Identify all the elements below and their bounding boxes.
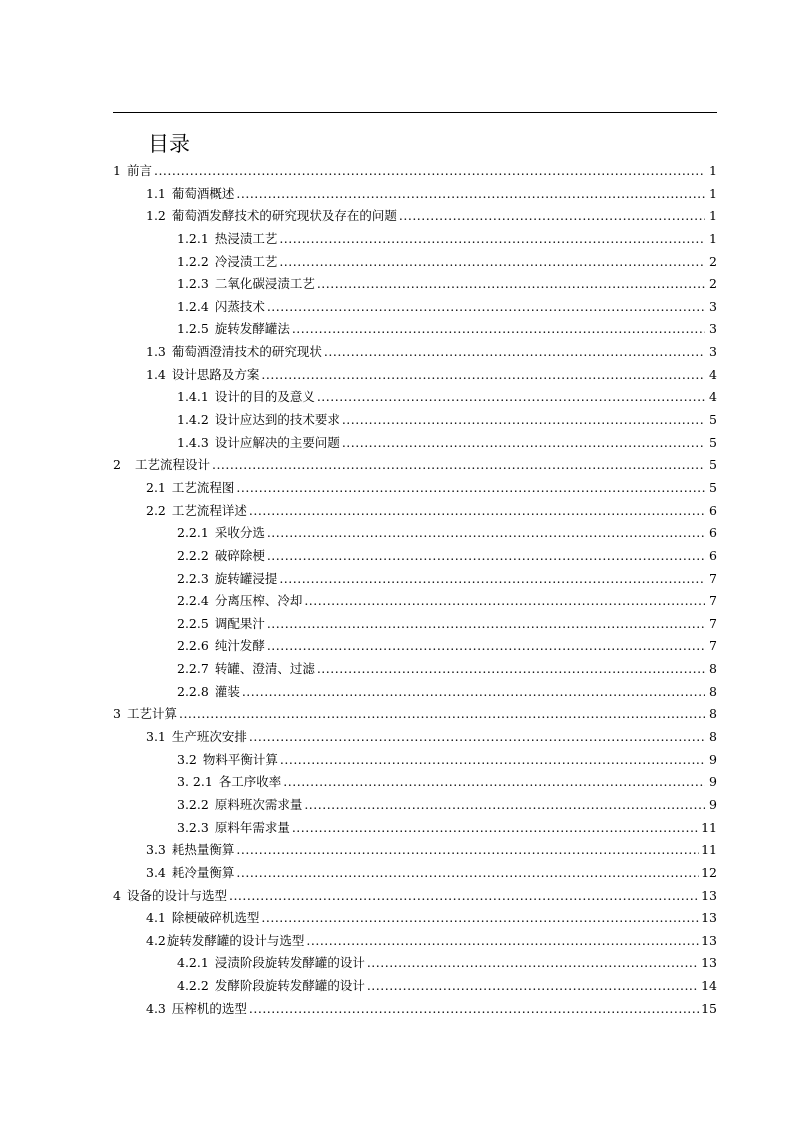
toc-entry[interactable]	[113, 160, 717, 183]
toc-page-number: 8	[709, 683, 717, 699]
toc-leader-dots	[249, 500, 705, 523]
table-of-contents	[113, 160, 717, 1020]
toc-entry[interactable]	[113, 183, 717, 206]
toc-entry-number: 1.2.5	[177, 321, 209, 337]
toc-page-number: 3	[709, 344, 717, 360]
toc-entry[interactable]	[113, 590, 717, 613]
toc-page-number: 13	[701, 932, 717, 948]
toc-leader-dots	[292, 817, 699, 840]
toc-entry-number: 3	[113, 706, 121, 722]
toc-entry-number: 3. 2.1	[177, 774, 213, 790]
toc-entry[interactable]	[113, 703, 717, 726]
toc-page-number: 13	[701, 887, 717, 903]
toc-entry[interactable]	[113, 681, 717, 704]
toc-entry-number: 2.1	[146, 479, 166, 495]
toc-entry[interactable]	[113, 454, 717, 477]
toc-page-number: 11	[701, 819, 717, 835]
toc-entry-number: 3.4	[146, 864, 166, 880]
toc-entry-number: 4	[113, 887, 121, 903]
toc-leader-dots	[267, 635, 705, 658]
toc-entry-number: 2.2.3	[177, 570, 209, 586]
toc-page-number: 7	[709, 593, 717, 609]
toc-entry[interactable]	[113, 839, 717, 862]
toc-entry[interactable]	[113, 862, 717, 885]
toc-leader-dots	[342, 432, 705, 455]
toc-entry[interactable]	[113, 205, 717, 228]
toc-entry-number: 2.2.1	[177, 525, 209, 541]
toc-entry-number: 3.3	[146, 842, 166, 858]
toc-leader-dots	[267, 296, 705, 319]
toc-page-number: 5	[709, 479, 717, 495]
toc-entry-title: 设备的设计与选型	[126, 887, 227, 903]
toc-entry-title: 冷浸渍工艺	[214, 253, 278, 269]
toc-entry-number: 2.2	[146, 502, 166, 518]
toc-entry-title: 葡萄酒概述	[171, 185, 235, 201]
toc-entry-title: 设计的目的及意义	[214, 389, 315, 405]
toc-entry-number: 2.2.8	[177, 683, 209, 699]
toc-entry[interactable]	[113, 771, 717, 794]
toc-entry-title: 各工序收率	[218, 774, 282, 790]
header-rule	[113, 112, 717, 113]
toc-entry-title: 除梗破碎机选型	[171, 910, 260, 926]
toc-entry[interactable]	[113, 228, 717, 251]
toc-leader-dots	[367, 975, 699, 998]
toc-entry-number: 4.2.2	[177, 978, 209, 994]
toc-entry-number: 4.3	[146, 1000, 166, 1016]
toc-entry[interactable]	[113, 975, 717, 998]
toc-leader-dots	[279, 251, 705, 274]
toc-page-number: 1	[709, 230, 717, 246]
toc-leader-dots	[342, 409, 705, 432]
toc-entry-title: 浸渍阶段旋转发酵罐的设计	[214, 955, 365, 971]
toc-entry-number: 1.3	[146, 344, 166, 360]
toc-entry-number: 1.4.1	[177, 389, 209, 405]
toc-leader-dots	[304, 794, 705, 817]
toc-entry-number: 1	[113, 163, 121, 178]
toc-entry-title: 纯汁发酵	[214, 638, 265, 654]
toc-page-number: 9	[709, 751, 717, 767]
toc-entry-title: 葡萄酒澄清技术的研究现状	[171, 344, 322, 360]
toc-entry[interactable]	[113, 817, 717, 840]
toc-page-number: 13	[701, 910, 717, 926]
toc-entry-number: 3.2.3	[177, 819, 209, 835]
toc-entry-title: 二氧化碳浸渍工艺	[214, 276, 315, 292]
toc-entry-title: 破碎除梗	[214, 547, 265, 563]
toc-leader-dots	[367, 952, 699, 975]
toc-entry[interactable]	[113, 907, 717, 930]
toc-page-number: 4	[709, 366, 717, 382]
toc-entry-title: 工艺流程详述	[171, 502, 247, 518]
toc-entry-number: 1.1	[146, 185, 166, 201]
toc-entry-number: 4.2.1	[177, 955, 209, 971]
toc-leader-dots	[304, 590, 705, 613]
toc-page-number: 5	[709, 457, 717, 473]
toc-entry-title: 旋转罐浸提	[214, 570, 278, 586]
toc-entry-number: 3.2	[177, 751, 197, 767]
toc-entry-title: 采收分选	[214, 525, 265, 541]
toc-page-number: 12	[701, 864, 717, 880]
toc-entry[interactable]	[113, 477, 717, 500]
toc-entry-number: 2	[113, 457, 121, 473]
toc-page-number: 8	[709, 661, 717, 677]
toc-entry[interactable]	[113, 885, 717, 908]
toc-entry-number: 4.2	[146, 932, 166, 948]
toc-leader-dots	[261, 907, 699, 930]
toc-leader-dots	[179, 703, 705, 726]
toc-leader-dots	[236, 862, 699, 885]
toc-page-number: 7	[709, 638, 717, 654]
toc-entry-title: 葡萄酒发酵技术的研究现状及存在的问题	[171, 208, 397, 224]
toc-page-number: 2	[709, 276, 717, 292]
toc-entry-number: 1.4.2	[177, 412, 209, 428]
toc-entry-number: 1.2	[146, 208, 166, 224]
toc-entry-title: 原料年需求量	[214, 819, 290, 835]
toc-page-number: 7	[709, 570, 717, 586]
page-title: 目录	[148, 132, 190, 156]
toc-entry-title: 原料班次需求量	[214, 796, 303, 812]
toc-page-number: 1	[709, 185, 717, 201]
toc-entry-title: 旋转发酵罐法	[214, 321, 290, 337]
toc-entry-title: 设计思路及方案	[171, 366, 260, 382]
toc-leader-dots	[236, 477, 705, 500]
toc-entry-title: 闪蒸技术	[214, 298, 265, 314]
toc-entry-number: 1.2.1	[177, 230, 209, 246]
toc-entry-number: 2.2.6	[177, 638, 209, 654]
toc-leader-dots	[267, 522, 705, 545]
toc-entry-number: 1.2.4	[177, 298, 209, 314]
toc-entry[interactable]	[113, 273, 717, 296]
toc-leader-dots	[317, 658, 705, 681]
toc-entry[interactable]	[113, 568, 717, 591]
toc-leader-dots	[317, 386, 705, 409]
toc-leader-dots	[324, 341, 705, 364]
toc-leader-dots	[242, 681, 705, 704]
toc-entry[interactable]	[113, 952, 717, 975]
toc-entry-number: 1.4.3	[177, 434, 209, 450]
toc-entry[interactable]	[113, 749, 717, 772]
toc-page-number: 11	[701, 842, 717, 858]
toc-entry-number: 4.1	[146, 910, 166, 926]
toc-entry-number: 1.2.3	[177, 276, 209, 292]
toc-leader-dots	[154, 160, 705, 183]
toc-leader-dots	[236, 183, 705, 206]
toc-leader-dots	[212, 454, 705, 477]
toc-page-number: 2	[709, 253, 717, 269]
toc-entry-number: 3.2.2	[177, 796, 209, 812]
toc-leader-dots	[261, 364, 705, 387]
toc-page-number: 8	[709, 729, 717, 745]
toc-entry-number: 2.2.7	[177, 661, 209, 677]
toc-entry-title: 工艺流程图	[171, 479, 235, 495]
toc-leader-dots	[236, 839, 699, 862]
toc-leader-dots	[279, 228, 705, 251]
toc-entry[interactable]	[113, 658, 717, 681]
toc-entry-title: 耗冷量衡算	[171, 864, 235, 880]
toc-entry-title: 工艺计算	[126, 706, 177, 722]
toc-leader-dots	[267, 545, 705, 568]
toc-entry[interactable]	[113, 251, 717, 274]
toc-leader-dots	[249, 726, 705, 749]
toc-entry[interactable]	[113, 522, 717, 545]
toc-leader-dots	[229, 885, 699, 908]
toc-page-number: 9	[709, 796, 717, 812]
toc-entry[interactable]	[113, 409, 717, 432]
toc-leader-dots	[280, 749, 705, 772]
toc-leader-dots	[306, 930, 699, 953]
toc-entry-title: 物料平衡计算	[202, 751, 278, 767]
toc-entry-title: 设计应解决的主要问题	[214, 434, 340, 450]
toc-entry-number: 2.2.2	[177, 547, 209, 563]
toc-leader-dots	[279, 568, 705, 591]
toc-entry-title: 压榨机的选型	[171, 1000, 247, 1016]
toc-entry-title: 设计应达到的技术要求	[214, 412, 340, 428]
toc-entry-title: 旋转发酵罐的设计与选型	[166, 932, 305, 948]
toc-entry[interactable]	[113, 364, 717, 387]
toc-entry-title: 热浸渍工艺	[214, 230, 278, 246]
toc-leader-dots	[399, 205, 705, 228]
toc-entry[interactable]	[113, 386, 717, 409]
toc-page-number: 1	[709, 208, 717, 224]
toc-entry[interactable]	[113, 613, 717, 636]
toc-page-number: 5	[709, 412, 717, 428]
toc-entry[interactable]	[113, 318, 717, 341]
toc-entry[interactable]	[113, 635, 717, 658]
toc-page-number: 5	[709, 434, 717, 450]
toc-page-number: 3	[709, 321, 717, 337]
toc-entry-title: 发酵阶段旋转发酵罐的设计	[214, 978, 365, 994]
toc-entry-title: 灌装	[214, 683, 240, 699]
toc-entry-number: 2.2.4	[177, 593, 209, 609]
toc-entry-title: 调配果汁	[214, 615, 265, 631]
toc-entry-title: 耗热量衡算	[171, 842, 235, 858]
toc-entry-number: 3.1	[146, 729, 166, 745]
toc-entry[interactable]	[113, 545, 717, 568]
toc-entry[interactable]	[113, 296, 717, 319]
toc-leader-dots	[267, 613, 705, 636]
toc-page-number: 15	[701, 1000, 717, 1016]
toc-entry[interactable]	[113, 998, 717, 1021]
toc-entry[interactable]	[113, 500, 717, 523]
toc-entry-title: 前言	[126, 163, 152, 178]
toc-page-number: 6	[709, 525, 717, 541]
toc-page-number: 6	[709, 502, 717, 518]
toc-page-number: 9	[709, 774, 717, 790]
toc-page-number: 14	[701, 978, 717, 994]
toc-leader-dots	[317, 273, 705, 296]
toc-entry-number: 2.2.5	[177, 615, 209, 631]
toc-page-number: 8	[709, 706, 717, 722]
toc-entry-title: 分离压榨、冷却	[214, 593, 303, 609]
toc-entry[interactable]	[113, 726, 717, 749]
toc-entry-title: 转罐、澄清、过滤	[214, 661, 315, 677]
toc-page-number: 3	[709, 298, 717, 314]
toc-entry-title: 生产班次安排	[171, 729, 247, 745]
toc-entry[interactable]	[113, 341, 717, 364]
toc-entry[interactable]	[113, 794, 717, 817]
toc-leader-dots	[283, 771, 705, 794]
toc-entry[interactable]	[113, 432, 717, 455]
toc-entry-number: 1.4	[146, 366, 166, 382]
toc-entry-title: 工艺流程设计	[134, 457, 210, 473]
toc-leader-dots	[249, 998, 699, 1021]
toc-page-number: 4	[709, 389, 717, 405]
toc-page-number: 13	[701, 955, 717, 971]
toc-page-number: 7	[709, 615, 717, 631]
toc-leader-dots	[292, 318, 705, 341]
toc-entry[interactable]	[113, 930, 717, 953]
toc-entry-number: 1.2.2	[177, 253, 209, 269]
toc-page-number: 6	[709, 547, 717, 563]
toc-page-number: 1	[709, 163, 717, 178]
